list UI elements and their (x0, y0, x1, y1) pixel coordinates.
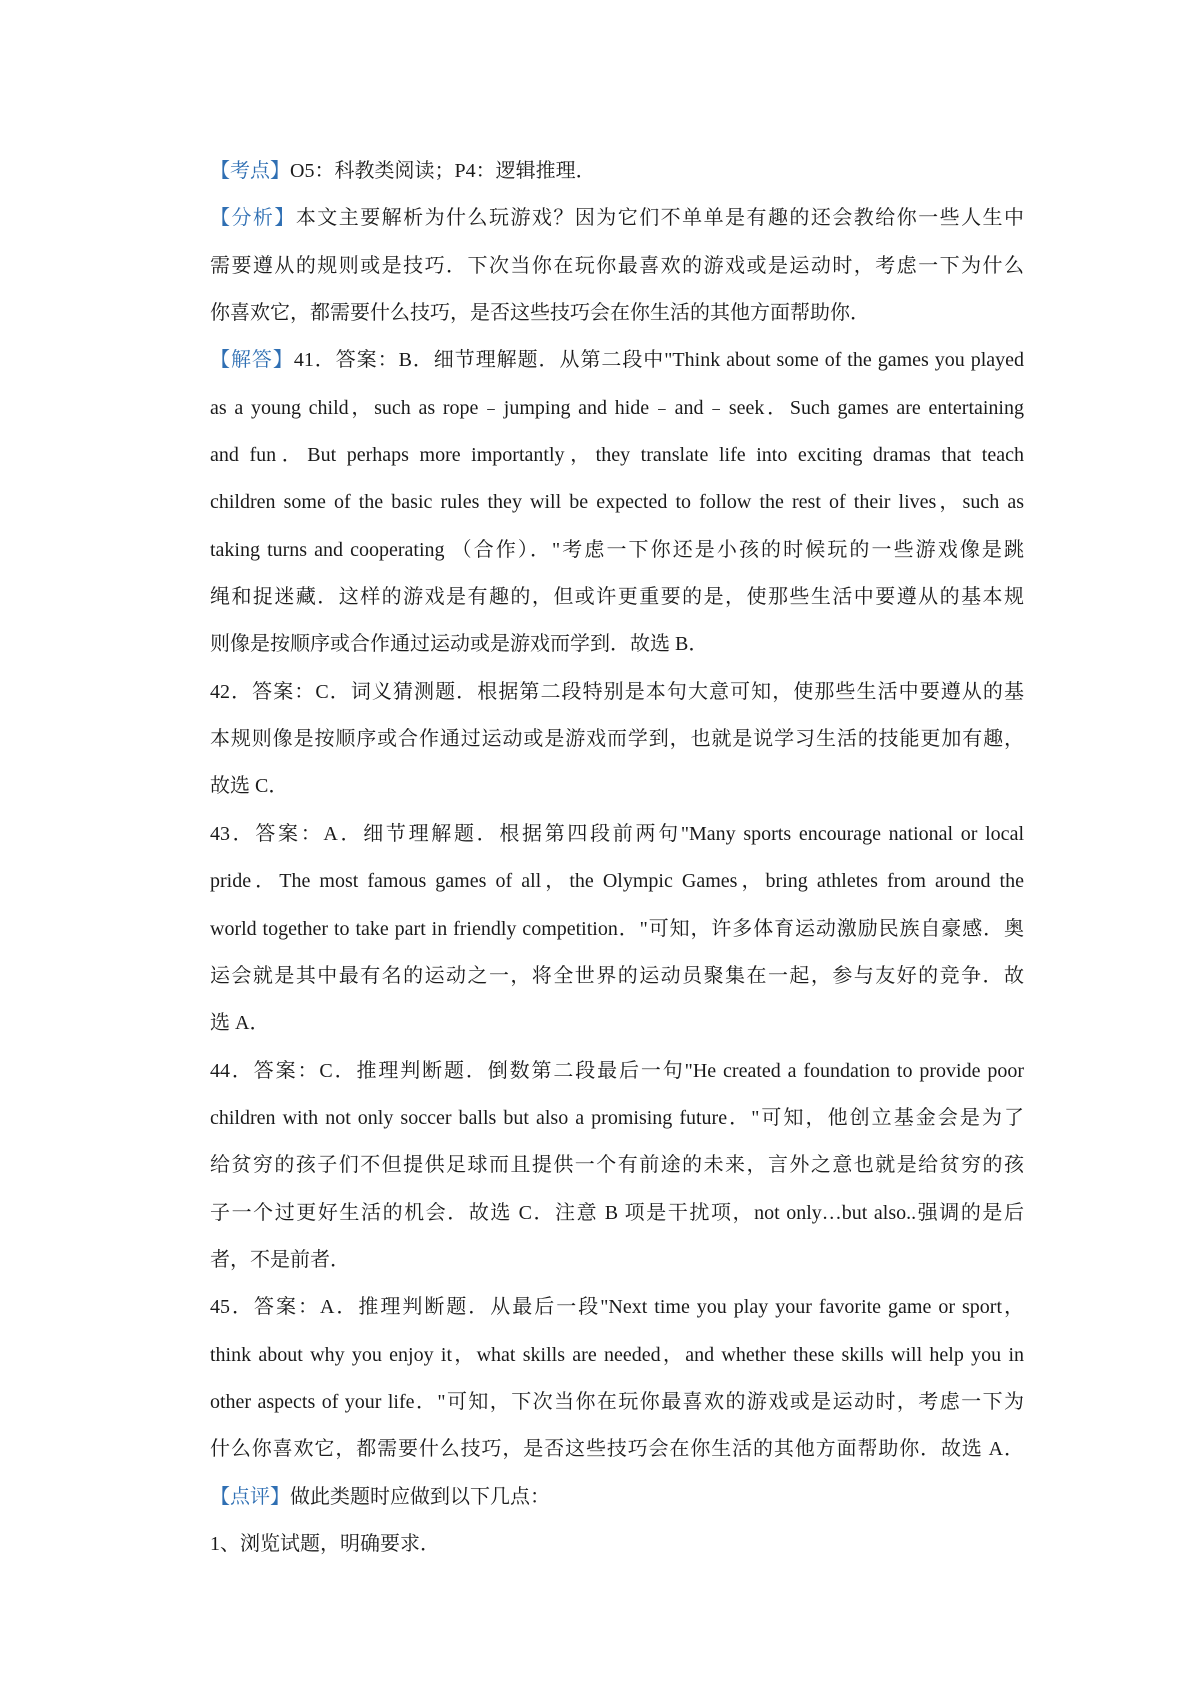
q42-line-3: 故选 C． (210, 775, 289, 798)
q43-line-3: world together to take part in friendly competition．"可知，许多体育运动激励民族自豪感．奥 (210, 917, 1024, 940)
jieda-line-1 (210, 337, 1024, 384)
dianping-tag: 【点评】 (210, 1485, 290, 1508)
kaodian-text: O5：科教类阅读；P4：逻辑推理． (290, 160, 596, 182)
q44-line-3: 给贫穷的孩子们不但提供足球而且提供一个有前途的未来，言外之意也就是给贫穷的孩 (210, 1154, 1024, 1177)
fenxi-line-3: 你喜欢它，都需要什么技巧，是否这些技巧会在你生活的其他方面帮助你． (210, 302, 870, 325)
q41-line-6: 绳和捉迷藏．这样的游戏是有趣的，但或许更重要的是，使那些生活中要遵从的基本规 (210, 586, 1024, 609)
q44-line-2: children with not only soccer balls but also a promising future．"可知，他创立基金会是为了 (210, 1106, 1024, 1129)
q41-line-4: children some of the basic rules they will be expected to follow the rest of their lives，such as (210, 491, 1024, 514)
q45-line-2: think about why you enjoy it，what skills are needed，and whether these skills will help you in (210, 1343, 1024, 1366)
q42-line-2: 本规则像是按顺序或合作通过运动或是游戏而学到，也就是说学习生活的技能更加有趣， (210, 728, 1024, 751)
dianping-line (210, 1474, 1024, 1521)
q44-line-5: 者，不是前者． (210, 1248, 350, 1271)
q44-line-1: 44．答案：C．推理判断题．倒数第二段最后一句"He created a foundation to provide poor (210, 1059, 1024, 1082)
q43-line-4: 运会就是其中最有名的运动之一，将全世界的运动员聚集在一起，参与友好的竞争．故 (210, 964, 1024, 987)
fenxi-line-2: 需要遵从的规则或是技巧．下次当你在玩你最喜欢的游戏或是运动时，考虑一下为什么 (210, 254, 1024, 277)
dianping-text: 做此类题时应做到以下几点： (290, 1485, 550, 1508)
q45-line-3: other aspects of your life．"可知，下次当你在玩你最喜欢的游戏或是运动时，考虑一下为 (210, 1390, 1024, 1413)
jieda-tag: 【解答】 (210, 349, 294, 372)
q41-line-2: as a young child，such as rope﹣jumping and hide﹣and﹣seek．Such games are entertaining (210, 396, 1024, 419)
q45-line-1: 45．答案：A．推理判断题．从最后一段"Next time you play your favorite game or sport， (210, 1296, 1024, 1319)
fenxi-tag: 【分析】 (210, 207, 296, 230)
kaodian-tag: 【考点】 (210, 160, 290, 182)
fenxi-line-1 (210, 195, 1024, 242)
q41-line-3: and fun．But perhaps more importantly，they translate life into exciting dramas that teach (210, 444, 1024, 467)
q43-line-5: 选 A． (210, 1012, 270, 1035)
q45-line-4: 什么你喜欢它，都需要什么技巧，是否这些技巧会在你生活的其他方面帮助你．故选 A． (210, 1438, 1024, 1461)
kaodian-line (210, 148, 1024, 195)
q41-text-1: 41．答案：B．细节理解题．从第二段中"Think about some of the games you played (293, 349, 1024, 372)
q41-line-5: taking turns and cooperating （合作）．"考虑一下你还是小孩的时候玩的一些游戏像是跳 (210, 538, 1024, 561)
q41-line-7: 则像是按顺序或合作通过运动或是游戏而学到．故选 B． (210, 633, 709, 656)
dianping-item-1: 1、浏览试题，明确要求． (210, 1532, 440, 1555)
q43-line-2: pride．The most famous games of all，the Olympic Games，bring athletes from around the (210, 870, 1024, 893)
q44-line-4: 子一个过更好生活的机会．故选 C．注意 B 项是干扰项，not only…but also..强调的是后 (210, 1201, 1024, 1224)
answer-explanation-page (210, 148, 1024, 1568)
q42-line-1: 42．答案：C．词义猜测题．根据第二段特别是本句大意可知，使那些生活中要遵从的基 (210, 680, 1024, 703)
q43-line-1: 43．答案：A．细节理解题．根据第四段前两句"Many sports encourage national or local (210, 822, 1024, 845)
fenxi-text-1: 本文主要解析为什么玩游戏？因为它们不单单是有趣的还会教给你一些人生中 (295, 207, 1025, 230)
